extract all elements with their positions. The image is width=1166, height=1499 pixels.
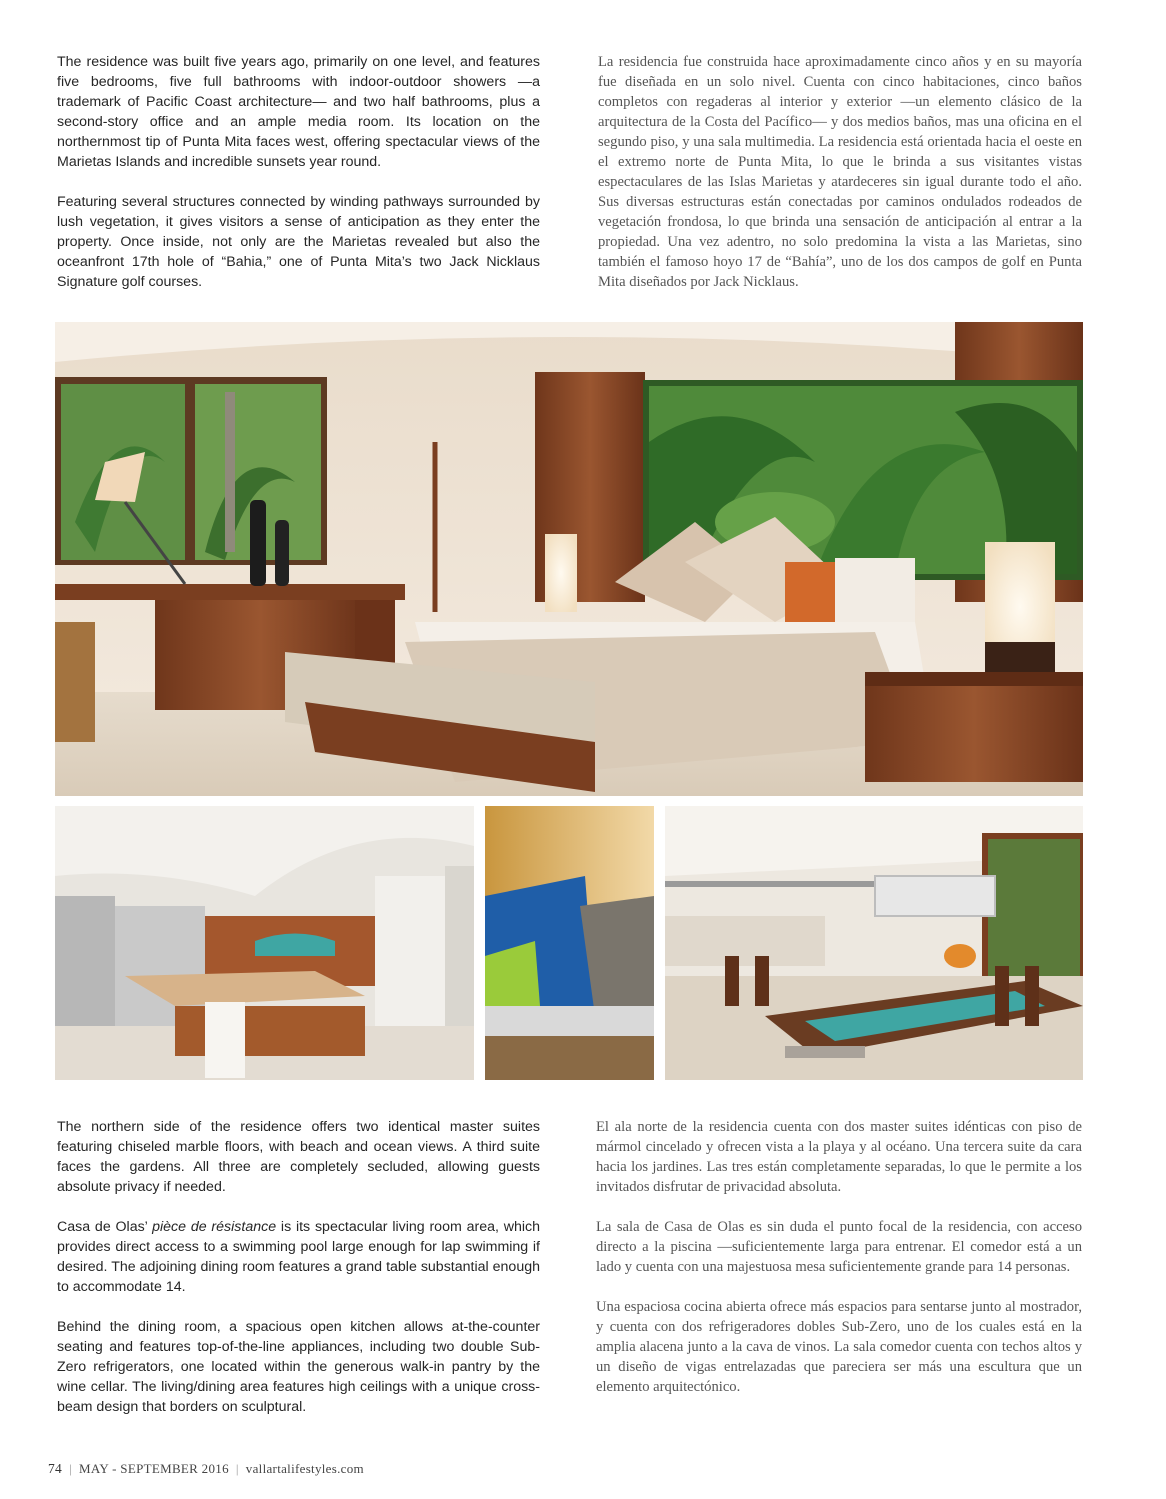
footer-separator: |	[69, 1461, 73, 1476]
paragraph-es-ala-norte: El ala norte de la residencia cuenta con dos master suites idénticas con piso de mármol cincelado y ofrecen vista a la playa y al océano. Una tercera suite da cara hacia los jardines. Las tres están completamente separadas, lo que le permite a los invitados disfrutar de privacidad absoluta.	[596, 1119, 1082, 1195]
paragraph-en-northern-side: The northern side of the residence offers two identical master suites featuring chiseled marble floors, with beach and ocean views. A third suite faces the gardens. All three are completely secluded, allowing guests absolute privacy if needed.	[57, 1119, 540, 1195]
kitchen-illustration	[55, 806, 474, 1080]
paragraph-en-kitchen: Behind the dining room, a spacious open kitchen allows at-the-counter seating and features top-of-the-line appliances, including two double Sub-Zero refrigerators, one located within the generous walk-in pantry by the wine cellar. The living/dining area features high ceilings with a unique cross-beam design that borders on sculptural.	[57, 1319, 540, 1415]
website-link[interactable]: vallartalifestyles.com	[245, 1461, 364, 1476]
pillows-photo	[485, 806, 654, 1080]
paragraph-en-structures: Featuring several structures connected by winding pathways surrounded by lush vegetation, it gives visitors a sense of anticipation as they enter the property. Once inside, not only are the Marietas revealed but also the oceanfront 17th hole of “Bahia,” one of Punta Mita’s two Jack Nicklaus Signature golf courses.	[57, 194, 540, 290]
spanish-column-bottom	[596, 1117, 1082, 1397]
pillows-illustration	[485, 806, 654, 1080]
issue-dates: MAY - SEPTEMBER 2016	[79, 1461, 229, 1476]
page-footer	[48, 1461, 364, 1477]
paragraph-en-living-room	[57, 1217, 540, 1297]
english-column-bottom	[57, 1117, 540, 1417]
dining-illustration	[665, 806, 1083, 1080]
paragraph-en-residence: The residence was built five years ago, primarily on one level, and features five bedrooms, five full bathrooms with indoor-outdoor showers —a trademark of Pacific Coast architecture— and two half bathrooms, plus a second-story office and an ample media room. Its location on the northernmost tip of Punta Mita faces west, offering spectacular views of the Marietas Islands and incredible sunsets year round.	[57, 54, 540, 170]
bedroom-photo	[55, 322, 1083, 796]
kitchen-photo	[55, 806, 474, 1080]
page-number: 74	[48, 1461, 63, 1476]
english-column-top	[57, 52, 540, 292]
spanish-column-top	[598, 52, 1082, 292]
paragraph-es-sala: La sala de Casa de Olas es sin duda el punto focal de la residencia, con acceso directo a la piscina —suficientemente larga para entrenar. El comedor está a un lado y cuenta con una majestuosa mesa suficientemente grande para 14 personas.	[596, 1219, 1082, 1275]
living-room-prefix: Casa de Olas’	[57, 1219, 153, 1235]
footer-separator: |	[235, 1461, 239, 1476]
dining-photo	[665, 806, 1083, 1080]
living-room-suffix: is its spectacular living room area, which provides direct access to a swimming pool large enough for lap swimming if desired. The adjoining dining room features a grand table substantial enough to accommodate 14.	[57, 1219, 541, 1295]
paragraph-es-cocina: Una espaciosa cocina abierta ofrece más espacios para sentarse junto al mostrador, y cuenta con dos refrigeradores dobles Sub-Zero, uno de los cuales está en la amplia alacena junto a la cava de vinos. La sala comedor cuenta con techos altos y un diseño de vigas entrelazadas que pareciera ser más una escultura que un elemento arquitectónico.	[596, 1299, 1082, 1395]
living-room-italic: pièce de résistance	[152, 1219, 277, 1235]
bedroom-illustration	[55, 322, 1083, 796]
paragraph-es-residencia: La residencia fue construida hace aproximadamente cinco años y en su mayoría fue diseñada en un solo nivel. Cuenta con cinco habitaciones, cinco baños completos con regaderas al interior y exterior —un elemento clásico de la arquitectura de la Costa del Pacífico— y dos medios baños, mas una oficina en el segundo piso, y una sala multimedia. La residencia está orientada hacia el oeste en el extremo norte de Punta Mita, lo que le brinda a sus visitantes vistas espectaculares de las Islas Marietas y atardeceres sin igual durante todo el año. Sus diversas estructuras están conectadas por caminos ondulados rodeados de vegetación frondosa, lo que brinda una sensación de anticipación al entrar a la propiedad. Una vez adentro, no solo predomina la vista a las Marietas, sino también el famoso hoyo 17 de “Bahía”, uno de los dos campos de golf en Punta Mita diseñados por Jack Nicklaus.	[598, 54, 1082, 290]
